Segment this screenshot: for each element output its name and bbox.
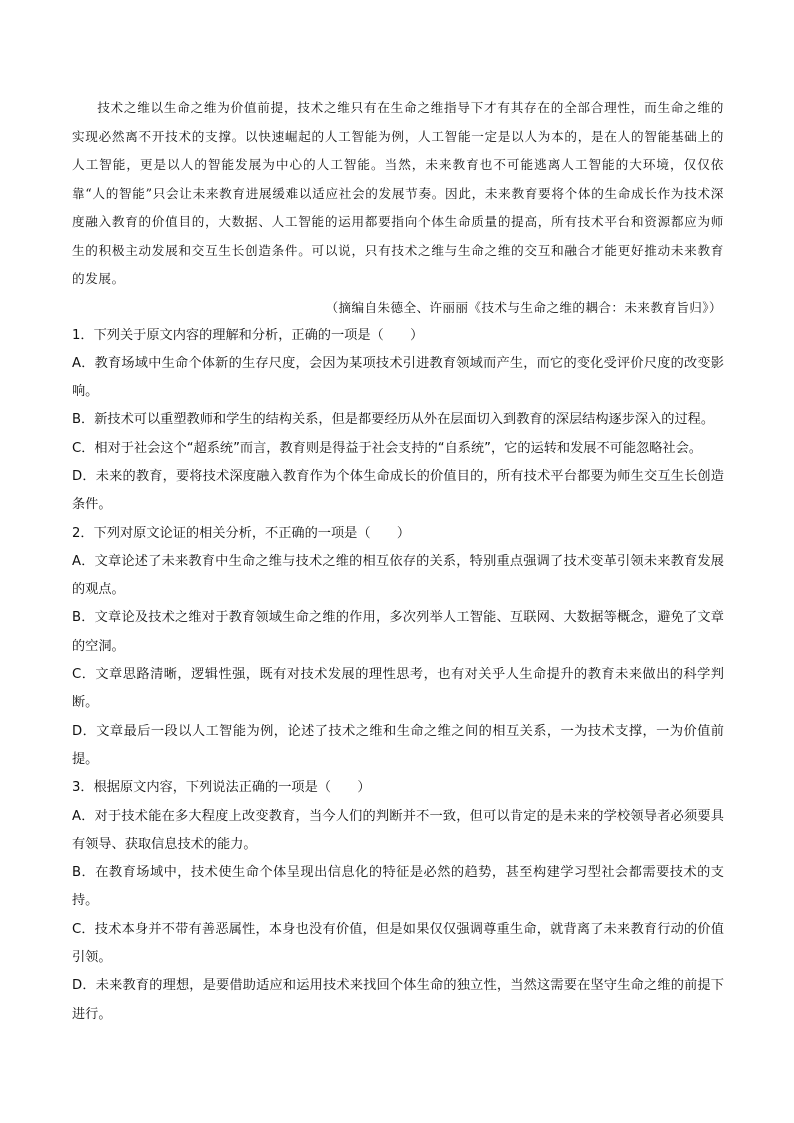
option-b: B．新技术可以重塑教师和学生的结构关系，但是都要经历从外在层面切入到教育的深层结构逐步深入的过程。	[72, 412, 715, 428]
option-a: A．对于技术能在多大程度上改变教育，当今人们的判断并不一致，但可以肯定的是未来的学校领导者必须要具有领导、获取信息技术的能力。	[72, 808, 724, 852]
option-c: C．相对于社会这个“超系统”而言，教育则是得益于社会支持的“自系统”，它的运转和发展不可能忽略社会。	[72, 440, 702, 456]
question-1	[72, 322, 724, 520]
option-c: C．文章思路清晰，逻辑性强，既有对技术发展的理性思考，也有对关乎人生命提升的教育未来做出的科学判断。	[72, 667, 724, 711]
question-3	[72, 774, 724, 1029]
reading-passage	[72, 94, 724, 294]
question-stem: 1．下列关于原文内容的理解和分析，正确的一项是（ ）	[72, 327, 424, 343]
passage-source: （摘编自朱德全、许丽丽《技术与生命之维的耦合：未来教育旨归》）	[325, 299, 722, 315]
question-stem: 2．下列对原文论证的相关分析，不正确的一项是（ ）	[72, 525, 411, 541]
option-c: C．技术本身并不带有善恶属性，本身也没有价值，但是如果仅仅强调尊重生命，就背离了未来教育行动的价值引领。	[72, 921, 724, 966]
option-a: A．教育场域中生命个体新的生存尺度，会因为某项技术引进教育领域而产生，而它的变化受评价尺度的改变影响。	[72, 355, 724, 400]
option-b: B．文章论及技术之维对于教育领域生命之维的作用，多次列举人工智能、互联网、大数据等概念，避免了文章的空洞。	[72, 610, 724, 654]
option-b: B．在教育场域中，技术使生命个体呈现出信息化的特征是必然的趋势，甚至构建学习型社会都需要技术的支持。	[72, 865, 724, 909]
option-d: D．未来教育的理想，是要借助适应和运用技术来找回个体生命的独立性，当然这需要在坚守生命之维的前提下进行。	[72, 978, 724, 1022]
option-d: D．文章最后一段以人工智能为例，论述了技术之维和生命之维之间的相互关系，一为技术支撑，一为价值前提。	[72, 723, 724, 767]
question-2	[72, 520, 724, 775]
option-d: D．未来的教育，要将技术深度融入教育作为个体生命成长的价值目的，所有技术平台都要为师生交互生长创造条件。	[72, 468, 724, 513]
passage-paragraph: 技术之维以生命之维为价值前提，技术之维只有在生命之维指导下才有其存在的全部合理性，而生命之维的实现必然离不开技术的支撑。以快速崛起的人工智能为例，人工智能一定是以人为本的，是在人的智能基础上的人工智能，更是以人的智能发展为中心的人工智能。当然，未来教育也不可能逃离人工智能的大环境，仅仅依靠“人的智能”只会让未来教育进展缓难以适应社会的发展节奏。因此，未来教育要将个体的生命成长作为技术深度融入教育的价值目的，大数据、人工智能的运用都要指向个体生命质量的提高，所有技术平台和资源都应为师生的积极主动发展和交互生长创造条件。可以说，只有技术之维与生命之维的交互和融合才能更好推动未来教育的发展。	[72, 100, 724, 286]
option-a: A．文章论述了未来教育中生命之维与技术之维的相互依存的关系，特别重点强调了技术变革引领未来教育发展的观点。	[72, 553, 724, 598]
exam-page	[72, 94, 724, 1029]
question-stem: 3．根据原文内容，下列说法正确的一项是（ ）	[72, 780, 371, 796]
